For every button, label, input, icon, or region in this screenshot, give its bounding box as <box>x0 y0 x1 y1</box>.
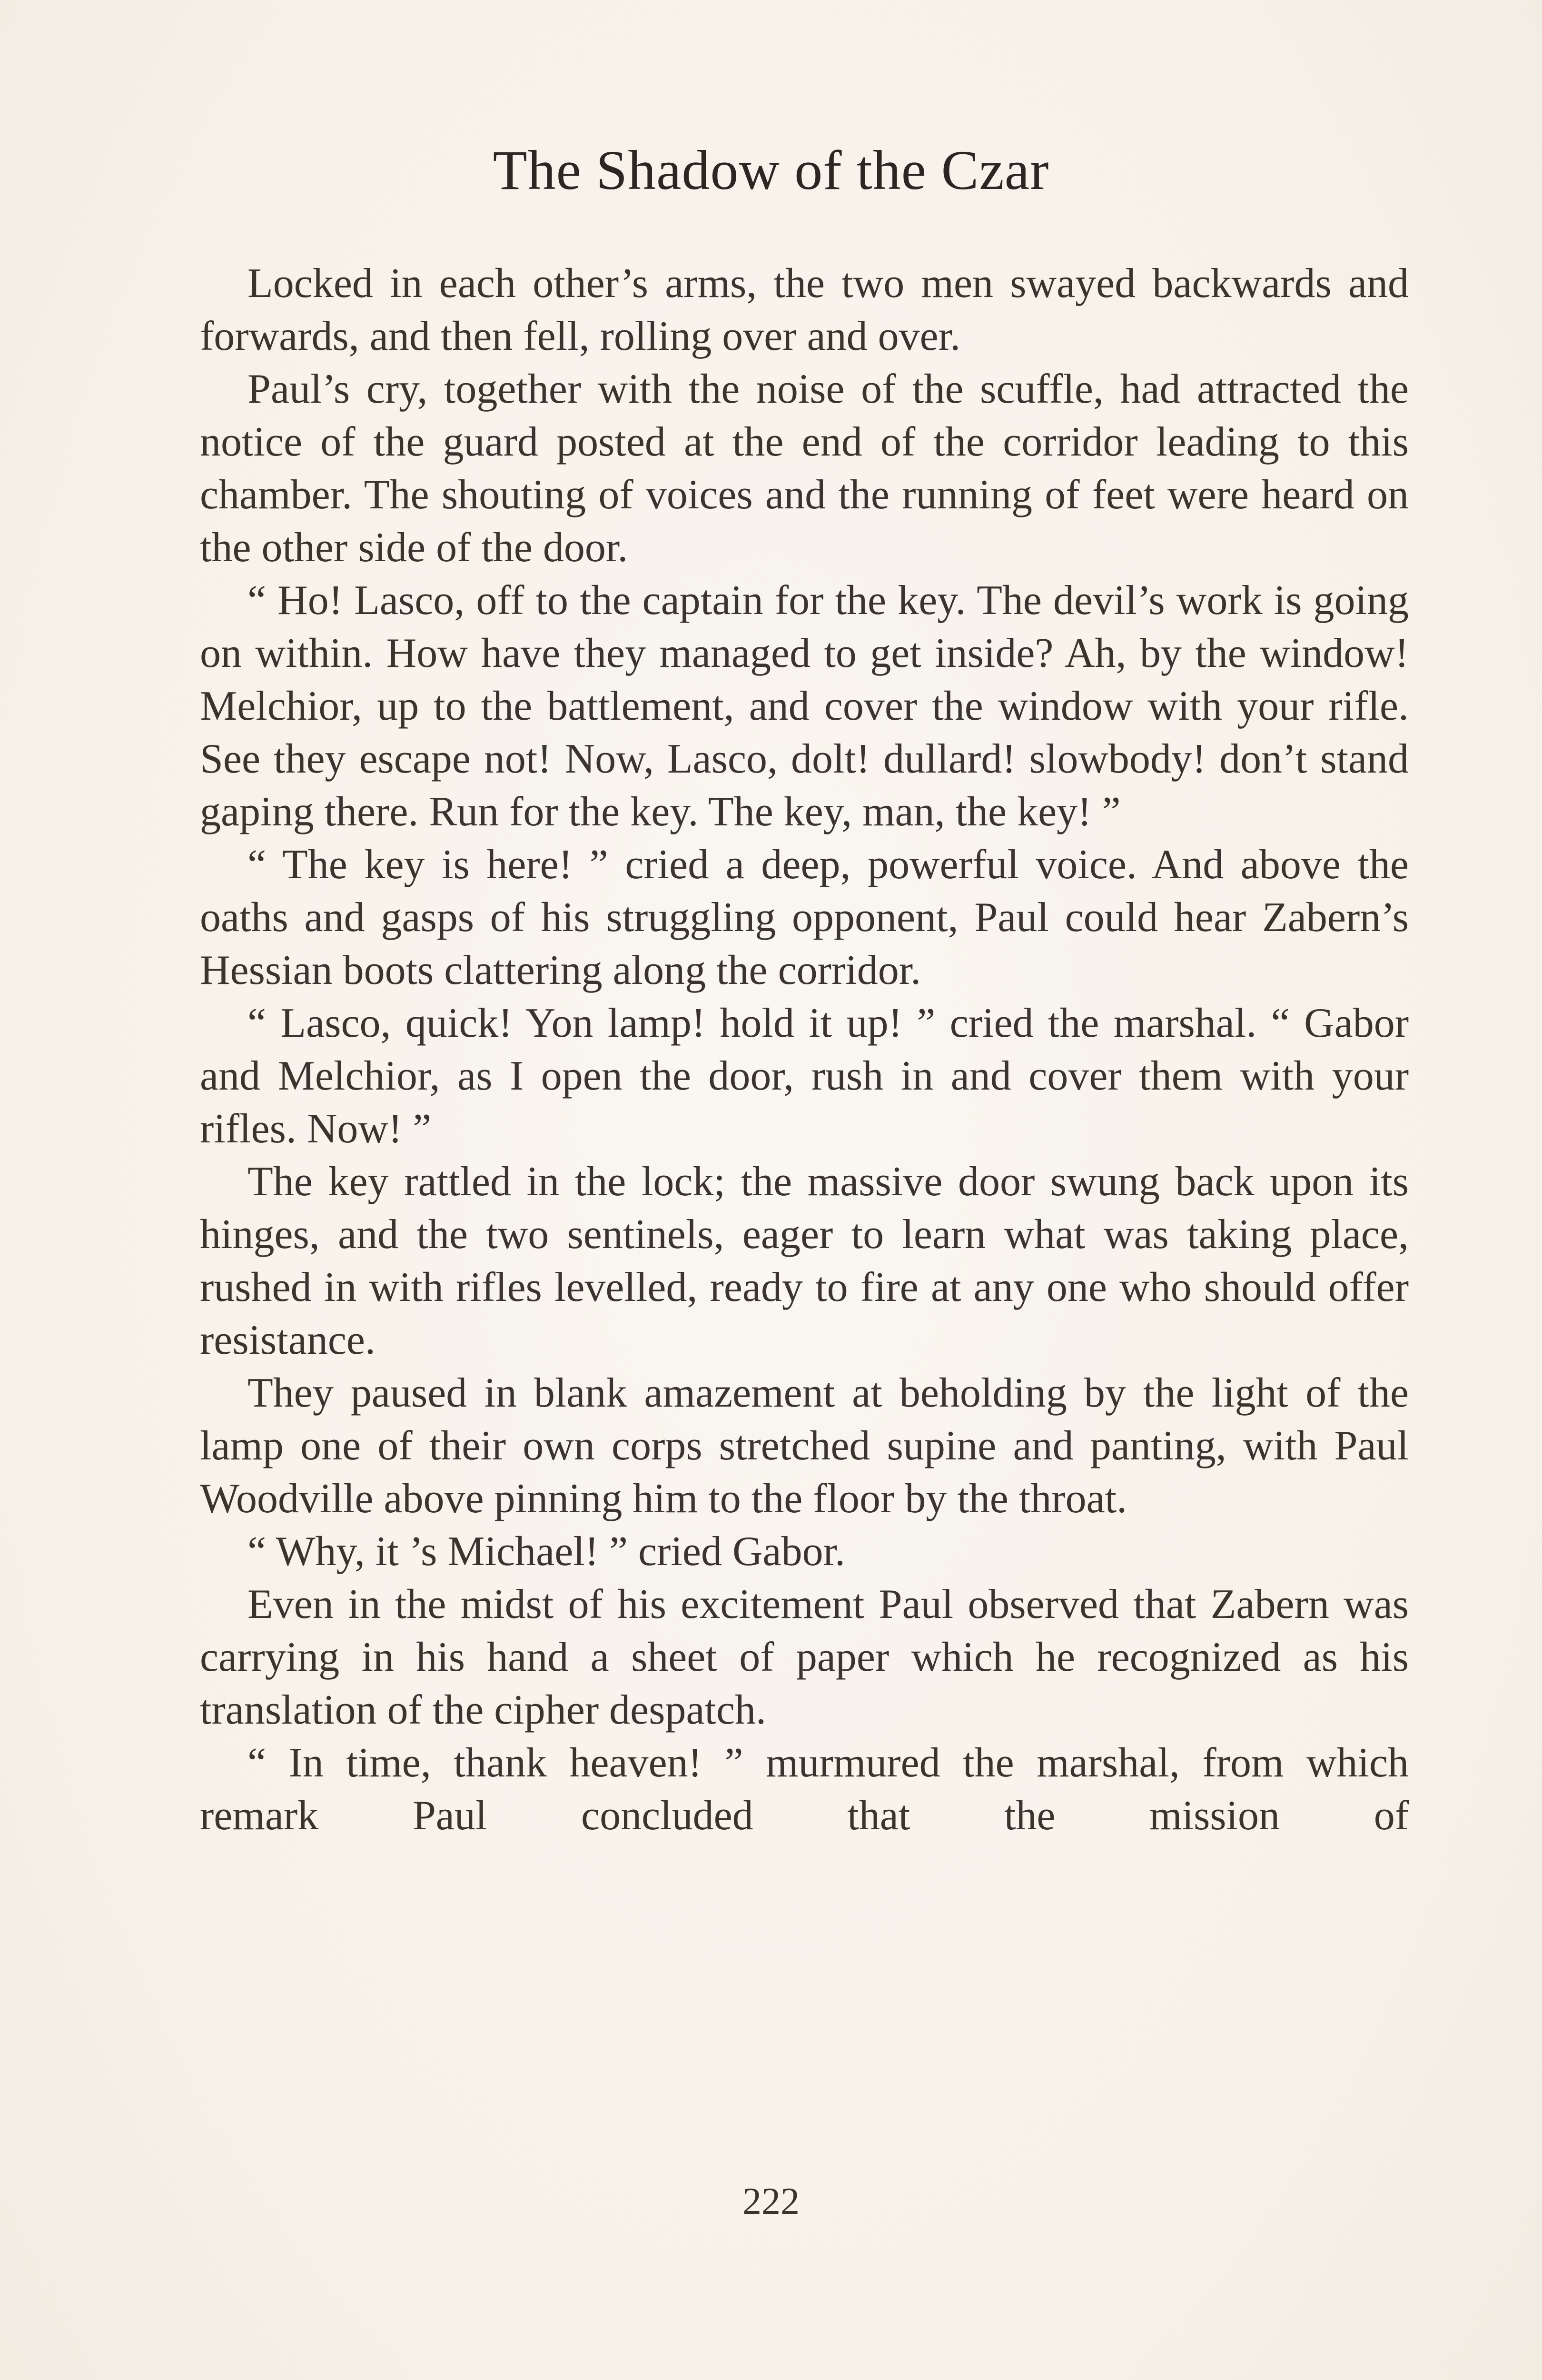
body-text <box>200 257 1409 1842</box>
paragraph: Even in the midst of his excitement Paul observed that Zabern was carrying in his hand a sheet of paper which he recognized as his translation of the cipher despatch. <box>200 1581 1409 1733</box>
paragraph-last: “ In time, thank heaven! ” murmured the marshal, from which remark Paul concluded that the mission of <box>200 1740 1409 1839</box>
paragraph: They paused in blank amazement at beholding by the light of the lamp one of their own corps stretched supine and panting, with Paul Woodville above pinning him to the floor by the throat. <box>200 1370 1409 1522</box>
paragraph: Paul’s cry, together with the noise of the scuffle, had attracted the notice of the guard posted at the end of the corridor leading to this chamber. The shouting of voices and the running of feet were heard on the other side of the door. <box>200 366 1409 571</box>
paragraph: The key rattled in the lock; the massive door swung back upon its hinges, and the two sentinels, eager to learn what was taking place, rushed in with rifles levelled, ready to fire at any one who should offer resistance. <box>200 1159 1409 1363</box>
paragraph: “ The key is here! ” cried a deep, powerful voice. And above the oaths and gasps of his struggling opponent, Paul could hear Zabern’s Hessian boots clattering along the corridor. <box>200 842 1409 993</box>
paragraph: “ Why, it ’s Michael! ” cried Gabor. <box>247 1528 846 1575</box>
page-number: 222 <box>742 2181 800 2222</box>
paragraph: Locked in each other’s arms, the two men swayed backwards and forwards, and then fell, rolling over and over. <box>200 260 1409 359</box>
paragraph: “ Ho! Lasco, off to the captain for the key. The devil’s work is going on within. How have they managed to get inside? Ah, by the window! Melchior, up to the battlement, and cover the window with your rifle. See they escape not! Now, Lasco, dolt! dullard! slowbody! don’t stand gaping there. Run for the key. The key, man, the key! ” <box>200 577 1409 835</box>
paragraph: “ Lasco, quick! Yon lamp! hold it up! ” cried the marshal. “ Gabor and Melchior, as I open the door, rush in and cover them with your rifles. Now! ” <box>200 1000 1409 1152</box>
running-head: The Shadow of the Czar <box>493 139 1049 201</box>
